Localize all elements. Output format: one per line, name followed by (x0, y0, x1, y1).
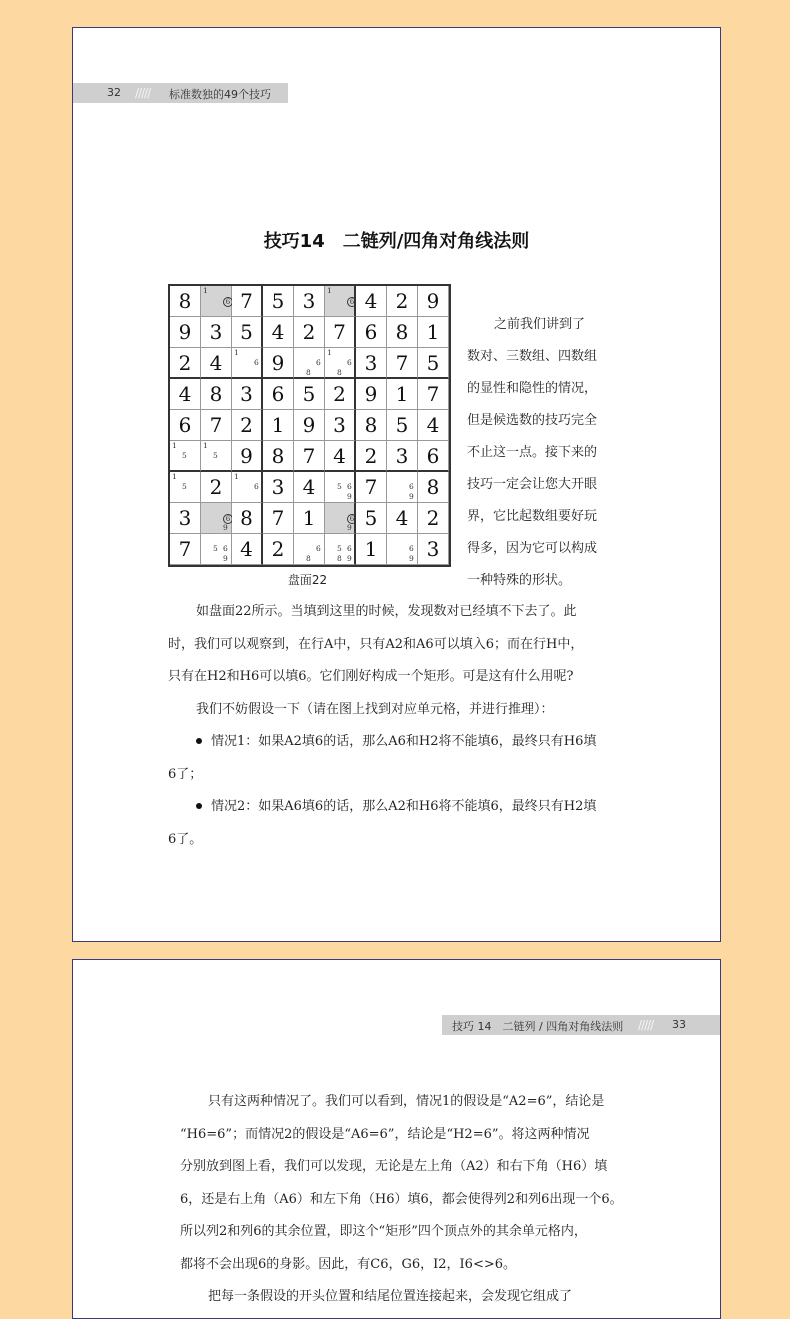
cell-value: 2 (178, 351, 192, 375)
cell-B7 (356, 317, 387, 348)
cell-H3 (232, 503, 263, 534)
cell-value: 3 (302, 289, 316, 313)
cell-D3 (232, 379, 263, 410)
cell-E3 (232, 410, 263, 441)
cell-G2 (201, 472, 232, 503)
cell-H9 (418, 503, 449, 534)
cell-D6 (325, 379, 356, 410)
candidate: 6 (223, 544, 228, 553)
running-header (73, 83, 288, 103)
cell-G8 (387, 472, 418, 503)
candidate: 6 (254, 358, 259, 367)
text-line: 得多，因为它可以构成 (467, 541, 598, 556)
page-32 (72, 27, 721, 942)
cell-value: 3 (364, 351, 378, 375)
cell-G6 (325, 472, 356, 503)
cell-value: 4 (364, 289, 378, 313)
cell-B1 (170, 317, 201, 348)
cell-F6 (325, 441, 356, 472)
candidate: 5 (337, 544, 342, 553)
bullet-item (168, 791, 596, 824)
text-line: “H6=6”；而情况2的假设是“A6=6”，结论是“H2=6”。将这两种情况 (180, 1126, 590, 1142)
text-line: 技巧一定会让您大开眼 (467, 477, 598, 492)
cell-H1 (170, 503, 201, 534)
cell-value: 7 (333, 320, 346, 344)
circled-candidate: 6 (223, 514, 233, 524)
candidate: 6 (254, 482, 259, 491)
cell-B4 (263, 317, 294, 348)
cell-D8 (387, 379, 418, 410)
cell-value: 5 (364, 506, 378, 530)
body-text (168, 596, 596, 856)
cell-G1 (170, 472, 201, 503)
cell-A3 (232, 286, 263, 317)
cell-value: 4 (240, 537, 253, 561)
candidate: 6 (347, 482, 352, 491)
cell-value: 3 (426, 537, 440, 561)
cell-E4 (263, 410, 294, 441)
text-line: 之前我们讲到了 (494, 317, 586, 332)
bullet-icon (196, 803, 202, 809)
cell-I6 (325, 534, 356, 565)
candidate: 6 (347, 358, 352, 367)
page-number: 32 (107, 86, 121, 99)
cell-value: 2 (271, 537, 285, 561)
section-header: 技巧 14 二链列 / 四角对角线法则 (452, 1020, 624, 1033)
candidate: 6 (347, 544, 352, 553)
cell-value: 4 (333, 444, 346, 468)
cell-F7 (356, 441, 387, 472)
cell-A1 (170, 286, 201, 317)
bullet-item (168, 726, 596, 759)
candidate: 6 (409, 544, 414, 553)
cell-value: 6 (178, 413, 192, 437)
candidate: 1 (203, 286, 208, 295)
cell-F4 (263, 441, 294, 472)
cell-value: 5 (426, 351, 440, 375)
candidate: 8 (337, 554, 342, 563)
cell-value: 9 (302, 413, 316, 437)
text-line: 只有在H2和H6可以填6。它们刚好构成一个矩形。可是这有什么用呢? (168, 669, 574, 684)
cell-A6 (325, 286, 356, 317)
text-line: 界，它比起数组要好玩 (467, 509, 598, 524)
cell-A4 (263, 286, 294, 317)
candidate: 1 (172, 472, 177, 481)
cell-value: 3 (333, 413, 346, 437)
cell-F2 (201, 441, 232, 472)
cell-G4 (263, 472, 294, 503)
cell-value: 9 (178, 320, 192, 344)
page-number: 33 (672, 1018, 686, 1031)
cell-E8 (387, 410, 418, 441)
cell-I7 (356, 534, 387, 565)
candidate: 9 (223, 523, 228, 532)
cell-value: 7 (209, 413, 223, 437)
cell-value: 6 (271, 382, 285, 406)
candidate: 6 (316, 544, 321, 553)
candidate: 6 (409, 482, 414, 491)
candidate: 5 (182, 451, 187, 460)
cell-D2 (201, 379, 232, 410)
cell-value: 4 (209, 351, 223, 375)
cell-C3 (232, 348, 263, 379)
candidate: 9 (409, 492, 414, 501)
candidate: 5 (182, 482, 187, 491)
cell-E5 (294, 410, 325, 441)
cell-F1 (170, 441, 201, 472)
cell-C9 (418, 348, 449, 379)
cell-value: 7 (302, 444, 316, 468)
candidate: 8 (306, 368, 311, 377)
text-line: 所以列2和列6的其余位置，即这个“矩形”四个顶点外的其余单元格内， (180, 1224, 587, 1239)
cell-G7 (356, 472, 387, 503)
text-line: 6了。 (168, 831, 203, 847)
cell-D7 (356, 379, 387, 410)
cell-value: 7 (364, 475, 378, 499)
cell-value: 2 (395, 289, 409, 313)
text-line: 6，还是右上角（A6）和左下角（H6）填6，都会使得列2和列6出现一个6。 (180, 1191, 623, 1207)
cell-F5 (294, 441, 325, 472)
cell-value: 4 (178, 382, 192, 406)
cell-value: 2 (364, 444, 378, 468)
candidate: 5 (213, 451, 218, 460)
cell-value: 9 (240, 444, 253, 468)
bullet-text: 情况1：如果A2填6的话，那么A6和H2将不能填6，最终只有H6填 (211, 734, 597, 749)
text-line: 但是候选数的技巧完全 (467, 413, 598, 428)
running-header (442, 1015, 721, 1035)
cell-A7 (356, 286, 387, 317)
cell-D5 (294, 379, 325, 410)
section-title: 技巧14 二链列/四角对角线法则 (263, 231, 530, 252)
cell-value: 8 (364, 413, 378, 437)
cell-E7 (356, 410, 387, 441)
cell-C1 (170, 348, 201, 379)
cell-H4 (263, 503, 294, 534)
text-line: 不止这一点。接下来的 (467, 445, 598, 460)
candidate: 5 (337, 482, 342, 491)
cell-I3 (232, 534, 263, 565)
candidate: 8 (306, 554, 311, 563)
cell-value: 3 (178, 506, 192, 530)
cell-value: 5 (302, 382, 316, 406)
text-line: 把每一条假设的开头位置和结尾位置连接起来，会发现它组成了 (208, 1289, 573, 1304)
cell-G9 (418, 472, 449, 503)
side-paragraph (467, 309, 617, 597)
cell-value: 5 (395, 413, 409, 437)
candidate: 5 (213, 544, 218, 553)
cell-value: 9 (364, 382, 378, 406)
candidate: 6 (316, 358, 321, 367)
text-line: 只有这两种情况了。我们可以看到，情况1的假设是“A2=6”，结论是 (208, 1094, 605, 1109)
cell-value: 2 (426, 506, 440, 530)
cell-value: 4 (395, 506, 409, 530)
cell-C7 (356, 348, 387, 379)
book-title: 标准数独的49个技巧 (169, 88, 271, 101)
cell-A2 (201, 286, 232, 317)
cell-C4 (263, 348, 294, 379)
cell-value: 6 (426, 444, 440, 468)
text-line: 分别放到图上看，我们可以发现，无论是左上角（A2）和右下角（H6）填 (180, 1159, 608, 1174)
cell-E1 (170, 410, 201, 441)
cell-I1 (170, 534, 201, 565)
cell-value: 7 (271, 506, 285, 530)
candidate: 1 (234, 472, 239, 481)
cell-value: 9 (426, 289, 440, 313)
header-slashes: ///// (638, 1018, 654, 1032)
text-line: 一种特殊的形状。 (467, 573, 572, 588)
cell-I2 (201, 534, 232, 565)
cell-value: 1 (271, 413, 285, 437)
cell-value: 3 (240, 382, 253, 406)
cell-A5 (294, 286, 325, 317)
cell-E9 (418, 410, 449, 441)
text-line: 数对、三数组、四数组 (467, 349, 598, 364)
candidate: 8 (337, 368, 342, 377)
cell-C6 (325, 348, 356, 379)
candidate: 9 (223, 554, 228, 563)
cell-value: 5 (271, 289, 285, 313)
cell-C5 (294, 348, 325, 379)
cell-B6 (325, 317, 356, 348)
cell-value: 2 (209, 475, 223, 499)
cell-E6 (325, 410, 356, 441)
candidate: 1 (327, 348, 332, 357)
header-slashes: ///// (135, 86, 151, 100)
cell-D4 (263, 379, 294, 410)
candidate: 1 (234, 348, 239, 357)
cell-H5 (294, 503, 325, 534)
cell-value: 3 (395, 444, 409, 468)
cell-D9 (418, 379, 449, 410)
cell-value: 8 (178, 289, 192, 313)
cell-value: 8 (240, 506, 253, 530)
cell-B3 (232, 317, 263, 348)
bullet-text: 情况2：如果A6填6的话，那么A2和H6将不能填6，最终只有H2填 (211, 799, 597, 814)
candidate: 9 (409, 554, 414, 563)
cell-A9 (418, 286, 449, 317)
body-text (180, 1086, 623, 1314)
circled-candidate: 6 (223, 297, 233, 307)
candidate: 1 (172, 441, 177, 450)
circled-candidate: 6 (347, 297, 357, 307)
cell-C8 (387, 348, 418, 379)
text-line: 时，我们可以观察到，在行A中，只有A2和A6可以填入6；而在行H中， (168, 636, 584, 652)
text-line: 6了； (168, 766, 203, 782)
cell-F3 (232, 441, 263, 472)
cell-H2 (201, 503, 232, 534)
cell-I5 (294, 534, 325, 565)
cell-C2 (201, 348, 232, 379)
cell-I9 (418, 534, 449, 565)
cell-H6 (325, 503, 356, 534)
cell-D1 (170, 379, 201, 410)
cell-B2 (201, 317, 232, 348)
cell-value: 2 (302, 320, 316, 344)
cell-H7 (356, 503, 387, 534)
cell-I8 (387, 534, 418, 565)
cell-value: 1 (395, 382, 409, 406)
bullet-icon (196, 738, 202, 744)
cell-value: 7 (395, 351, 409, 375)
cell-G5 (294, 472, 325, 503)
cell-value: 1 (364, 537, 378, 561)
cell-value: 7 (240, 289, 253, 313)
cell-value: 8 (395, 320, 409, 344)
candidate: 1 (203, 441, 208, 450)
text-line: 的显性和隐性的情况， (467, 381, 598, 396)
cell-value: 8 (209, 382, 223, 406)
candidate: 9 (347, 492, 352, 501)
cell-A8 (387, 286, 418, 317)
cell-H8 (387, 503, 418, 534)
candidate: 1 (327, 286, 332, 295)
cell-F8 (387, 441, 418, 472)
cell-B9 (418, 317, 449, 348)
cell-B8 (387, 317, 418, 348)
cell-value: 9 (271, 351, 285, 375)
cell-B5 (294, 317, 325, 348)
text-line: 我们不妨假设一下（请在图上找到对应单元格，并进行推理）： (196, 701, 554, 717)
cell-value: 3 (271, 475, 285, 499)
candidate: 9 (347, 523, 352, 532)
cell-value: 3 (209, 320, 223, 344)
page-33 (72, 959, 721, 1319)
circled-candidate: 6 (347, 514, 357, 524)
cell-I4 (263, 534, 294, 565)
cell-value: 4 (271, 320, 285, 344)
cell-value: 4 (302, 475, 316, 499)
cell-value: 7 (178, 537, 192, 561)
text-line: 如盘面22所示。当填到这里的时候，发现数对已经填不下去了。此 (196, 604, 577, 619)
grid-caption: 盘面22 (287, 573, 328, 587)
cell-value: 6 (364, 320, 378, 344)
cell-value: 4 (426, 413, 440, 437)
cell-value: 5 (240, 320, 253, 344)
cell-G3 (232, 472, 263, 503)
sudoku-grid (168, 284, 451, 567)
cell-value: 1 (426, 320, 440, 344)
candidate: 9 (347, 554, 352, 563)
cell-value: 2 (333, 382, 346, 406)
cell-value: 8 (271, 444, 285, 468)
cell-value: 8 (426, 475, 440, 499)
cell-E2 (201, 410, 232, 441)
cell-value: 7 (426, 382, 440, 406)
cell-F9 (418, 441, 449, 472)
text-line: 都将不会出现6的身影。因此，有C6，G6，I2，I6<>6。 (180, 1256, 517, 1272)
cell-value: 2 (240, 413, 253, 437)
cell-value: 1 (302, 506, 316, 530)
